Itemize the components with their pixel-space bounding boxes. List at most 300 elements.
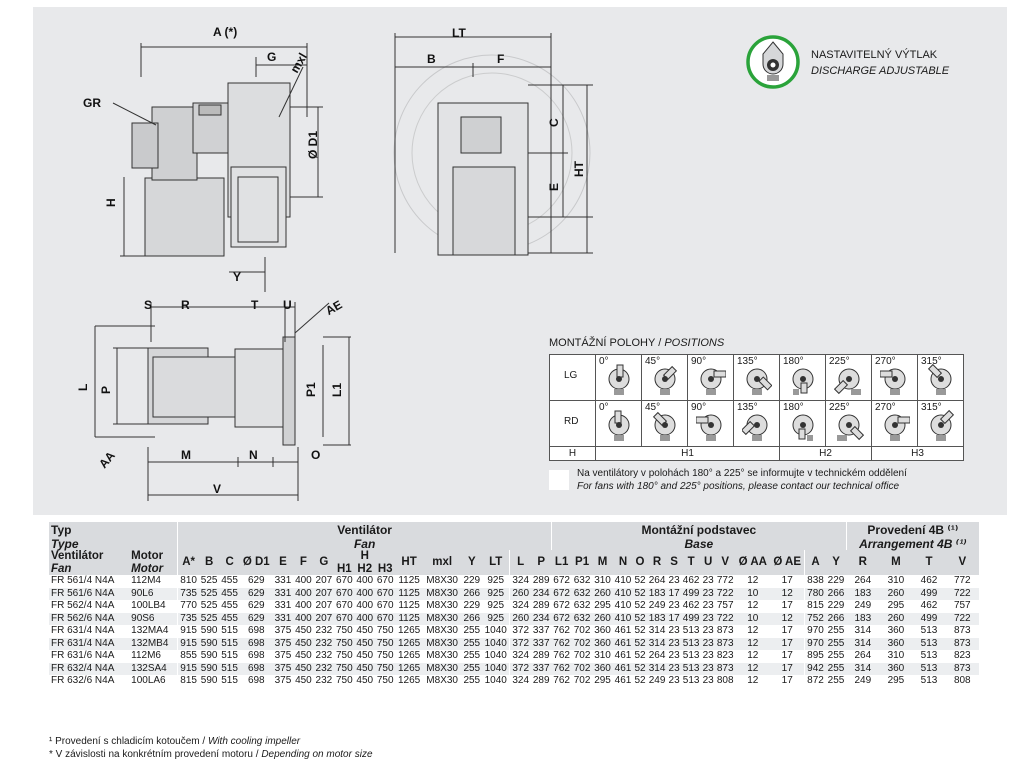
table-cell: 525	[200, 587, 218, 599]
table-cell: 360	[594, 662, 611, 674]
table-cell: 461	[614, 675, 632, 686]
footnotes	[49, 735, 373, 761]
table-cell: 702	[573, 675, 591, 686]
table-cell: 1040	[484, 662, 507, 674]
table-cell: 23	[668, 650, 680, 661]
base-col-header: Ø AA	[738, 556, 767, 569]
table-cell: 337	[532, 637, 550, 649]
table-cell: 970	[805, 625, 826, 638]
table-cell: 499	[920, 587, 938, 599]
table-cell: 10	[747, 587, 759, 599]
table-cell: 815	[805, 600, 826, 613]
fan-col-header: A*	[178, 550, 199, 575]
table-cell: 52	[634, 675, 646, 686]
table-cell: 702	[573, 637, 591, 649]
dim-label-h: H	[104, 198, 118, 207]
table-cell: 525	[200, 612, 218, 624]
table-cell: 873	[953, 625, 971, 636]
table-cell: 455	[221, 587, 238, 599]
table-cell: 249	[854, 600, 872, 611]
table-cell: 23	[702, 637, 714, 649]
table-cell: 17	[781, 600, 793, 611]
table-cell: 314	[854, 637, 872, 649]
table-cell: 52	[634, 625, 646, 636]
table-cell: 461	[614, 662, 632, 674]
table-cell: 289	[532, 600, 550, 611]
table-cell: 360	[594, 625, 611, 636]
table-cell: 752	[805, 613, 826, 626]
table-cell: 23	[668, 637, 680, 649]
fan-col-header: HT	[401, 556, 417, 569]
table-cell: 360	[887, 637, 905, 649]
base-col-header: M	[597, 556, 608, 569]
table-cell: 266	[827, 612, 845, 624]
table-cell: 314	[648, 625, 666, 636]
table-cell: 52	[634, 600, 646, 611]
table-cell: 1265	[397, 662, 421, 674]
table-cell: 499	[682, 612, 700, 624]
table-cell: 375	[274, 650, 292, 661]
table-cell: 672	[553, 575, 570, 586]
table-cell: 513	[920, 637, 938, 649]
table-cell: 895	[805, 650, 826, 663]
table-cell: M8X30	[426, 625, 458, 636]
table-cell: 515	[221, 662, 238, 674]
table-cell: 1265	[397, 637, 421, 649]
table-cell: 750	[376, 625, 394, 636]
table-cell: 310	[594, 575, 611, 586]
table-cell: 410	[614, 575, 632, 586]
table-cell: 23	[702, 612, 714, 624]
table-cell: 915	[178, 625, 199, 638]
table-cell: 10	[747, 612, 759, 624]
table-cell: 590	[200, 625, 218, 636]
table-cell: 375	[274, 675, 292, 686]
table-cell: 400	[356, 575, 374, 586]
table-cell: 12	[781, 612, 793, 624]
base-col-header: O	[635, 556, 645, 569]
table-cell: 264	[648, 575, 666, 586]
table-cell: 513	[920, 625, 938, 636]
fan-type-cell: FR 631/4 N4A	[51, 625, 115, 636]
note-cz: Na ventilátory v polohách 180° a 225° se informujte v technickém oddělení	[577, 468, 907, 479]
height-label-h3: H3	[872, 447, 964, 461]
table-cell: 295	[887, 675, 905, 686]
table-cell: 823	[953, 650, 971, 661]
table-cell: 750	[335, 625, 353, 636]
table-cell: 942	[805, 663, 826, 676]
height-label-h2: H2	[780, 447, 872, 461]
table-cell: 757	[953, 600, 971, 611]
base-col-header: L	[510, 550, 531, 575]
dim-label-f: F	[497, 52, 505, 66]
table-cell: 23	[702, 675, 714, 686]
table-cell: 266	[463, 587, 481, 599]
table-cell: 770	[178, 600, 199, 613]
table-cell: 410	[614, 612, 632, 624]
table-cell: 873	[953, 662, 971, 674]
table-cell: 632	[573, 612, 591, 624]
ventilator-col-header: Ventilátor	[51, 550, 104, 562]
fan-group-header: Ventilátor	[178, 522, 552, 537]
table-cell: 23	[702, 587, 714, 599]
fan-col-header: mxl	[432, 556, 453, 569]
table-cell: 207	[315, 612, 333, 624]
table-cell: 249	[854, 675, 872, 686]
table-cell: 266	[463, 612, 481, 624]
table-cell: 515	[221, 675, 238, 686]
table-cell: 331	[274, 600, 292, 611]
table-cell: 772	[953, 575, 971, 586]
table-cell: 670	[335, 575, 353, 586]
table-cell: 1125	[398, 575, 420, 586]
table-cell: 1265	[397, 625, 421, 636]
fan-type-cell: FR 632/4 N4A	[51, 662, 115, 674]
table-cell: 17	[781, 675, 793, 686]
fan-col-header: LT	[489, 556, 503, 569]
table-cell: 1265	[397, 650, 421, 661]
dim-label-m: M	[181, 448, 191, 462]
table-cell: 672	[553, 612, 570, 624]
table-cell: 513	[682, 675, 700, 686]
table-cell: 450	[356, 625, 374, 636]
base-col-header: V	[721, 556, 730, 569]
table-cell: 331	[274, 587, 292, 599]
table-cell: 762	[553, 625, 570, 636]
table-cell: 17	[781, 575, 793, 586]
table-cell: 310	[887, 575, 905, 586]
table-cell: 400	[295, 587, 312, 599]
table-cell: 670	[376, 587, 394, 599]
h-col-group-header: H	[360, 550, 369, 562]
dim-label-y: Y	[233, 270, 242, 284]
column-header-row	[49, 550, 979, 563]
badge-title-en: DISCHARGE ADJUSTABLE	[811, 65, 950, 77]
table-cell: 400	[295, 612, 312, 624]
table-cell: 629	[247, 612, 265, 624]
table-cell: 331	[274, 575, 292, 586]
table-cell: 23	[702, 600, 714, 611]
h-subcol-header: H3	[377, 562, 393, 575]
table-cell: 455	[221, 600, 238, 611]
table-cell: 314	[648, 637, 666, 649]
table-cell: 23	[702, 650, 714, 661]
table-cell: 450	[295, 650, 312, 661]
table-cell: 249	[648, 600, 666, 611]
table-cell: 23	[702, 575, 714, 586]
table-cell: 750	[335, 662, 353, 674]
table-cell: 632	[573, 587, 591, 599]
base-frame-side	[145, 178, 224, 256]
dim-label-gr: GR	[83, 96, 101, 110]
dim-label-n: N	[249, 448, 258, 462]
table-cell: 12	[747, 625, 759, 636]
table-cell: 1125	[398, 612, 420, 624]
fan-type-cell: FR 562/6 N4A	[51, 612, 115, 624]
dim-label-mxl: mxl	[287, 50, 310, 76]
fan-type-cell: FR 632/6 N4A	[51, 675, 115, 686]
table-cell: 455	[221, 575, 238, 586]
table-cell: 1040	[484, 637, 507, 649]
row-label-lg: LG	[564, 370, 578, 381]
type-header-en: Type	[51, 536, 79, 551]
table-cell: 12	[781, 587, 793, 599]
dim-label-o: O	[311, 448, 321, 462]
base-col-header: P	[537, 556, 546, 569]
table-cell: 670	[376, 600, 394, 611]
table-cell: 750	[376, 662, 394, 674]
table-cell: 232	[315, 675, 333, 686]
badge-title-cz: NASTAVITELNÝ VÝTLAK	[811, 49, 938, 61]
table-cell: 324	[510, 675, 531, 688]
table-cell: 632	[573, 575, 591, 586]
dimensions-table-body	[49, 575, 979, 688]
table-cell: 23	[668, 600, 680, 611]
table-cell: 183	[854, 587, 872, 599]
table-cell: 310	[887, 650, 905, 661]
table-row	[49, 588, 979, 601]
table-cell: 1040	[484, 675, 507, 686]
table-cell: 1125	[398, 600, 420, 611]
table-cell: 400	[356, 600, 374, 611]
table-cell: 450	[356, 650, 374, 661]
table-cell: 260	[594, 612, 611, 624]
table-cell: 757	[716, 600, 734, 611]
height-row	[550, 447, 964, 461]
fan-type-cell: FR 631/6 N4A	[51, 650, 115, 661]
table-cell: 255	[827, 625, 845, 636]
table-cell: 925	[487, 575, 505, 586]
fan-lg-225-icon	[834, 363, 864, 397]
table-cell: 762	[553, 637, 570, 649]
table-cell: 513	[920, 675, 938, 686]
base-col-header: Ø AE	[773, 556, 802, 569]
table-cell: 672	[553, 587, 570, 599]
table-cell: 360	[887, 662, 905, 674]
table-cell: 462	[682, 600, 700, 611]
table-cell: 232	[315, 650, 333, 661]
table-cell: 264	[854, 650, 872, 661]
table-cell: 234	[532, 612, 550, 624]
table-cell: 513	[682, 662, 700, 674]
table-cell: 266	[827, 587, 845, 599]
table-cell: 229	[827, 575, 845, 586]
fan-lg-180-icon	[788, 363, 818, 397]
h-subcol-header: H2	[357, 562, 373, 575]
table-cell: 450	[295, 675, 312, 686]
table-cell: 264	[648, 650, 666, 661]
table-cell: 698	[247, 650, 265, 661]
table-cell: 698	[247, 625, 265, 636]
motor-cell: 112M4	[131, 575, 161, 586]
arrangement-group-header: Provedení 4B ⁽¹⁾	[846, 522, 979, 537]
table-cell: 450	[356, 675, 374, 686]
table-cell: 750	[335, 675, 353, 686]
table-row	[49, 650, 979, 663]
dim-label-a: A (*)	[213, 25, 238, 39]
table-cell: 260	[887, 587, 905, 599]
table-cell: 372	[510, 625, 531, 638]
table-cell: 17	[668, 587, 680, 599]
table-cell: 750	[376, 675, 394, 686]
table-cell: 260	[887, 612, 905, 624]
table-cell: 735	[178, 588, 199, 601]
dim-label-lt: LT	[452, 26, 466, 40]
fan-col-header: C	[225, 556, 234, 569]
table-cell: 513	[682, 650, 700, 661]
table-cell: 12	[747, 675, 759, 686]
table-cell: 670	[335, 600, 353, 611]
fan-rd-135-icon	[742, 409, 772, 443]
motor-cell: 90L6	[131, 587, 154, 599]
table-cell: 461	[614, 625, 632, 636]
fan-rd-180-icon	[788, 409, 818, 443]
arrangement-group-header-en: Arrangement 4B ⁽¹⁾	[846, 537, 979, 550]
table-cell: 670	[376, 612, 394, 624]
table-cell: 1125	[398, 587, 420, 599]
table-cell: 450	[356, 662, 374, 674]
table-cell: 525	[200, 600, 218, 611]
fan-col-header: Ø D1	[242, 556, 270, 569]
table-row	[49, 625, 979, 638]
dimensions-table	[49, 522, 979, 688]
positions-note	[549, 467, 907, 493]
table-cell: 17	[668, 612, 680, 624]
table-cell: 375	[274, 625, 292, 636]
table-cell: 1265	[397, 675, 421, 686]
table-cell: 255	[463, 637, 481, 649]
discharge-adjustable-badge	[745, 34, 985, 90]
note-en: For fans with 180° and 225° positions, please contact our technical office	[577, 481, 900, 492]
table-cell: 670	[335, 587, 353, 599]
table-cell: 672	[553, 600, 570, 611]
table-row	[49, 613, 979, 626]
table-cell: 234	[532, 587, 550, 599]
motor-cell: 132SA4	[131, 662, 167, 674]
fan-lg-270-icon	[880, 363, 910, 397]
table-cell: 52	[634, 587, 646, 599]
mounting-positions	[549, 337, 965, 461]
dim-label-g: G	[267, 50, 277, 64]
motor-cell: 132MB4	[131, 637, 169, 649]
table-cell: 461	[614, 650, 632, 661]
table-cell: 17	[781, 637, 793, 649]
table-cell: 629	[247, 600, 265, 611]
table-cell: 462	[682, 575, 700, 586]
table-cell: 12	[747, 662, 759, 674]
table-cell: 750	[376, 650, 394, 661]
table-cell: 229	[827, 600, 845, 611]
table-cell: 1040	[484, 625, 507, 636]
dim-label-s: S	[144, 298, 153, 312]
table-cell: 255	[827, 637, 845, 649]
height-label-h1: H1	[596, 447, 780, 461]
table-cell: 255	[827, 650, 845, 661]
fan-col-header: Y	[467, 556, 476, 569]
table-cell: 513	[682, 625, 700, 636]
table-cell: 12	[747, 650, 759, 661]
fan-lg-90-icon	[696, 363, 726, 397]
dim-label-v: V	[213, 482, 222, 496]
table-cell: 515	[221, 637, 238, 649]
table-cell: M8X30	[426, 675, 458, 686]
base-group-header-en: Base	[551, 537, 846, 550]
table-cell: 698	[247, 637, 265, 649]
fan-lg-45-icon	[650, 363, 680, 397]
table-cell: 17	[781, 650, 793, 661]
table-cell: 970	[805, 638, 826, 651]
table-cell: 23	[668, 662, 680, 674]
table-cell: 872	[805, 675, 826, 688]
arrangement-col-header: Y	[832, 556, 840, 569]
table-cell: 590	[200, 662, 218, 674]
fan-type-cell: FR 561/6 N4A	[51, 587, 115, 599]
fan-rd-270-icon	[880, 409, 910, 443]
table-cell: 232	[315, 625, 333, 636]
row-label-rd: RD	[564, 416, 579, 427]
table-cell: 255	[827, 675, 845, 686]
table-cell: 400	[295, 600, 312, 611]
table-cell: 702	[573, 650, 591, 661]
height-label-h: H	[550, 447, 596, 461]
table-cell: 17	[781, 625, 793, 636]
table-cell: 762	[553, 662, 570, 674]
table-cell: 499	[920, 612, 938, 624]
table-cell: 12	[747, 637, 759, 649]
fan-rd-225-icon	[834, 409, 864, 443]
table-cell: 295	[887, 600, 905, 611]
table-cell: 450	[295, 625, 312, 636]
table-cell: 722	[716, 612, 734, 624]
table-cell: 873	[953, 637, 971, 649]
dim-label-d1: Ø D1	[306, 130, 320, 159]
ventilator-col-header-en: Fan	[51, 562, 72, 575]
fan-lg-0-icon	[604, 363, 634, 397]
typ-header: Typ	[51, 522, 72, 537]
rd-row: RD 0° 45° 90° 135° 180° 225° 270° 315°	[550, 401, 964, 447]
table-cell: 855	[178, 650, 199, 663]
table-cell: 52	[634, 662, 646, 674]
table-cell: 310	[594, 650, 611, 661]
table-cell: 629	[247, 587, 265, 599]
table-cell: 735	[178, 613, 199, 626]
table-cell: 515	[221, 650, 238, 661]
table-cell: 750	[376, 637, 394, 649]
motor-cell: 132MA4	[131, 625, 169, 636]
fan-col-header: G	[319, 556, 329, 569]
table-cell: 23	[702, 625, 714, 636]
table-cell: 249	[648, 675, 666, 686]
table-cell: 207	[315, 600, 333, 611]
table-row	[49, 600, 979, 613]
table-cell: 324	[510, 650, 531, 663]
table-cell: 314	[854, 662, 872, 674]
dim-label-t: T	[251, 298, 259, 312]
table-cell: 23	[668, 625, 680, 636]
table-cell: 264	[854, 575, 872, 586]
table-cell: 12	[747, 575, 759, 586]
table-cell: 255	[463, 662, 481, 674]
table-row	[49, 638, 979, 651]
table-cell: 260	[510, 613, 531, 626]
arrangement-col-header: A	[805, 550, 826, 575]
table-cell: 722	[716, 587, 734, 599]
table-cell: 925	[487, 600, 505, 611]
table-cell: 873	[716, 625, 734, 636]
table-cell: 255	[463, 625, 481, 636]
table-cell: 722	[953, 612, 971, 624]
table-cell: 324	[510, 575, 531, 588]
